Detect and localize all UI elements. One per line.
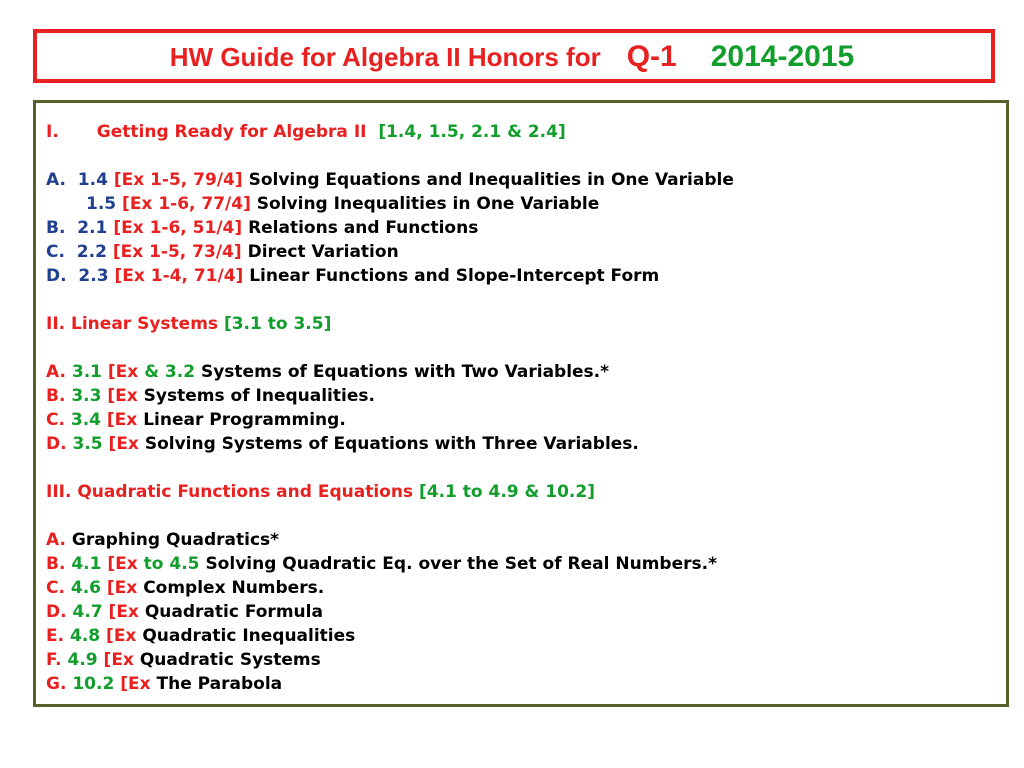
item-extra: to 4.5: [143, 554, 200, 574]
list-item: [46, 360, 996, 384]
item-lesson: 3.3: [71, 386, 102, 406]
list-item: [46, 528, 996, 552]
item-exercises: [Ex: [107, 362, 139, 382]
item-letter: B.: [46, 386, 66, 406]
item-exercises: [Ex: [106, 578, 138, 598]
item-topic: Systems of Inequalities.: [143, 386, 375, 406]
item-exercises: [Ex: [107, 386, 138, 406]
section-range: [1.4, 1.5, 2.1 & 2.4]: [378, 122, 566, 142]
title-text: HW Guide for Algebra II Honors for: [169, 42, 601, 72]
list-item: [46, 432, 996, 456]
item-topic: Solving Equations and Inequalities in One Variable: [248, 170, 734, 190]
list-item: [46, 216, 996, 240]
section-range: [4.1 to 4.9 & 10.2]: [418, 482, 595, 502]
item-topic: Quadratic Systems: [139, 650, 321, 670]
item-lesson: 4.7: [72, 602, 103, 622]
item-letter: F.: [46, 650, 62, 670]
item-letter: C.: [46, 242, 65, 262]
item-lesson: 3.5: [72, 434, 103, 454]
item-topic: Complex Numbers.: [143, 578, 325, 598]
item-topic: Systems of Equations with Two Variables.*: [200, 362, 610, 382]
item-lesson: 1.4: [77, 170, 108, 190]
item-letter: A.: [46, 362, 66, 382]
item-exercises: [Ex: [106, 626, 137, 646]
section-heading: [46, 480, 996, 504]
list-item: [46, 408, 996, 432]
item-exercises: [Ex: [107, 554, 138, 574]
item-topic: Quadratic Inequalities: [142, 626, 356, 646]
item-topic: Solving Quadratic Eq. over the Set of Real Numbers.*: [205, 554, 717, 574]
list-item: [46, 168, 996, 192]
item-lesson: 2.1: [77, 218, 108, 238]
item-letter: B.: [46, 554, 66, 574]
item-exercises: [Ex: [120, 674, 151, 694]
item-topic: Solving Inequalities in One Variable: [256, 194, 600, 214]
item-letter: G.: [46, 674, 67, 694]
item-exercises: [Ex: [108, 434, 139, 454]
item-exercises: [Ex 1-4, 71/4]: [114, 266, 244, 286]
item-lesson: 4.1: [71, 554, 102, 574]
section-range: [3.1 to 3.5]: [223, 314, 332, 334]
item-exercises: [Ex 1-6, 77/4]: [122, 194, 251, 214]
list-item: [46, 600, 996, 624]
list-item: [46, 264, 996, 288]
list-item: [46, 192, 996, 216]
item-letter: C.: [46, 410, 65, 430]
section-title: III. Quadratic Functions and Equations: [46, 482, 414, 502]
item-extra: & 3.2: [144, 362, 196, 382]
item-topic: Relations and Functions: [248, 218, 479, 238]
item-exercises: [Ex 1-5, 73/4]: [112, 242, 242, 262]
list-item: [46, 624, 996, 648]
list-item: [46, 552, 996, 576]
item-exercises: [Ex 1-6, 51/4]: [113, 218, 243, 238]
item-lesson: 1.5: [86, 194, 117, 214]
list-item: [46, 576, 996, 600]
item-letter: C.: [46, 578, 65, 598]
hw-guide-content: [46, 120, 996, 696]
item-exercises: [Ex: [108, 602, 139, 622]
item-topic: Graphing Quadratics*: [71, 530, 280, 550]
item-topic: The Parabola: [156, 674, 283, 694]
item-exercises: [Ex: [103, 650, 134, 670]
school-year: 2014-2015: [710, 40, 855, 73]
item-letter: D.: [46, 266, 67, 286]
section-number: I.: [46, 122, 59, 142]
item-letter: E.: [46, 626, 65, 646]
item-lesson: 2.3: [78, 266, 109, 286]
item-letter: A.: [46, 170, 66, 190]
list-item: [46, 240, 996, 264]
item-lesson: 4.6: [70, 578, 101, 598]
list-item: [46, 672, 996, 696]
item-letter: B.: [46, 218, 66, 238]
page-title: [0, 40, 1024, 74]
item-lesson: 3.4: [70, 410, 101, 430]
item-lesson: 10.2: [72, 674, 115, 694]
item-topic: Solving Systems of Equations with Three Variables.: [144, 434, 639, 454]
section-heading: [46, 312, 996, 336]
item-exercises: [Ex: [106, 410, 138, 430]
item-letter: A.: [46, 530, 66, 550]
item-letter: D.: [46, 602, 67, 622]
section-title: Getting Ready for Algebra II: [96, 122, 367, 142]
item-topic: Quadratic Formula: [144, 602, 323, 622]
item-lesson: 3.1: [71, 362, 102, 382]
item-topic: Direct Variation: [247, 242, 399, 262]
item-lesson: 2.2: [76, 242, 107, 262]
section-heading: [46, 120, 996, 144]
quarter-label: Q-1: [626, 40, 677, 73]
section-title: II. Linear Systems: [46, 314, 219, 334]
item-lesson: 4.8: [70, 626, 101, 646]
list-item: [46, 648, 996, 672]
item-lesson: 4.9: [67, 650, 98, 670]
list-item: [46, 384, 996, 408]
item-topic: Linear Programming.: [143, 410, 346, 430]
item-topic: Linear Functions and Slope-Intercept Form: [249, 266, 660, 286]
item-letter: D.: [46, 434, 67, 454]
item-exercises: [Ex 1-5, 79/4]: [113, 170, 243, 190]
